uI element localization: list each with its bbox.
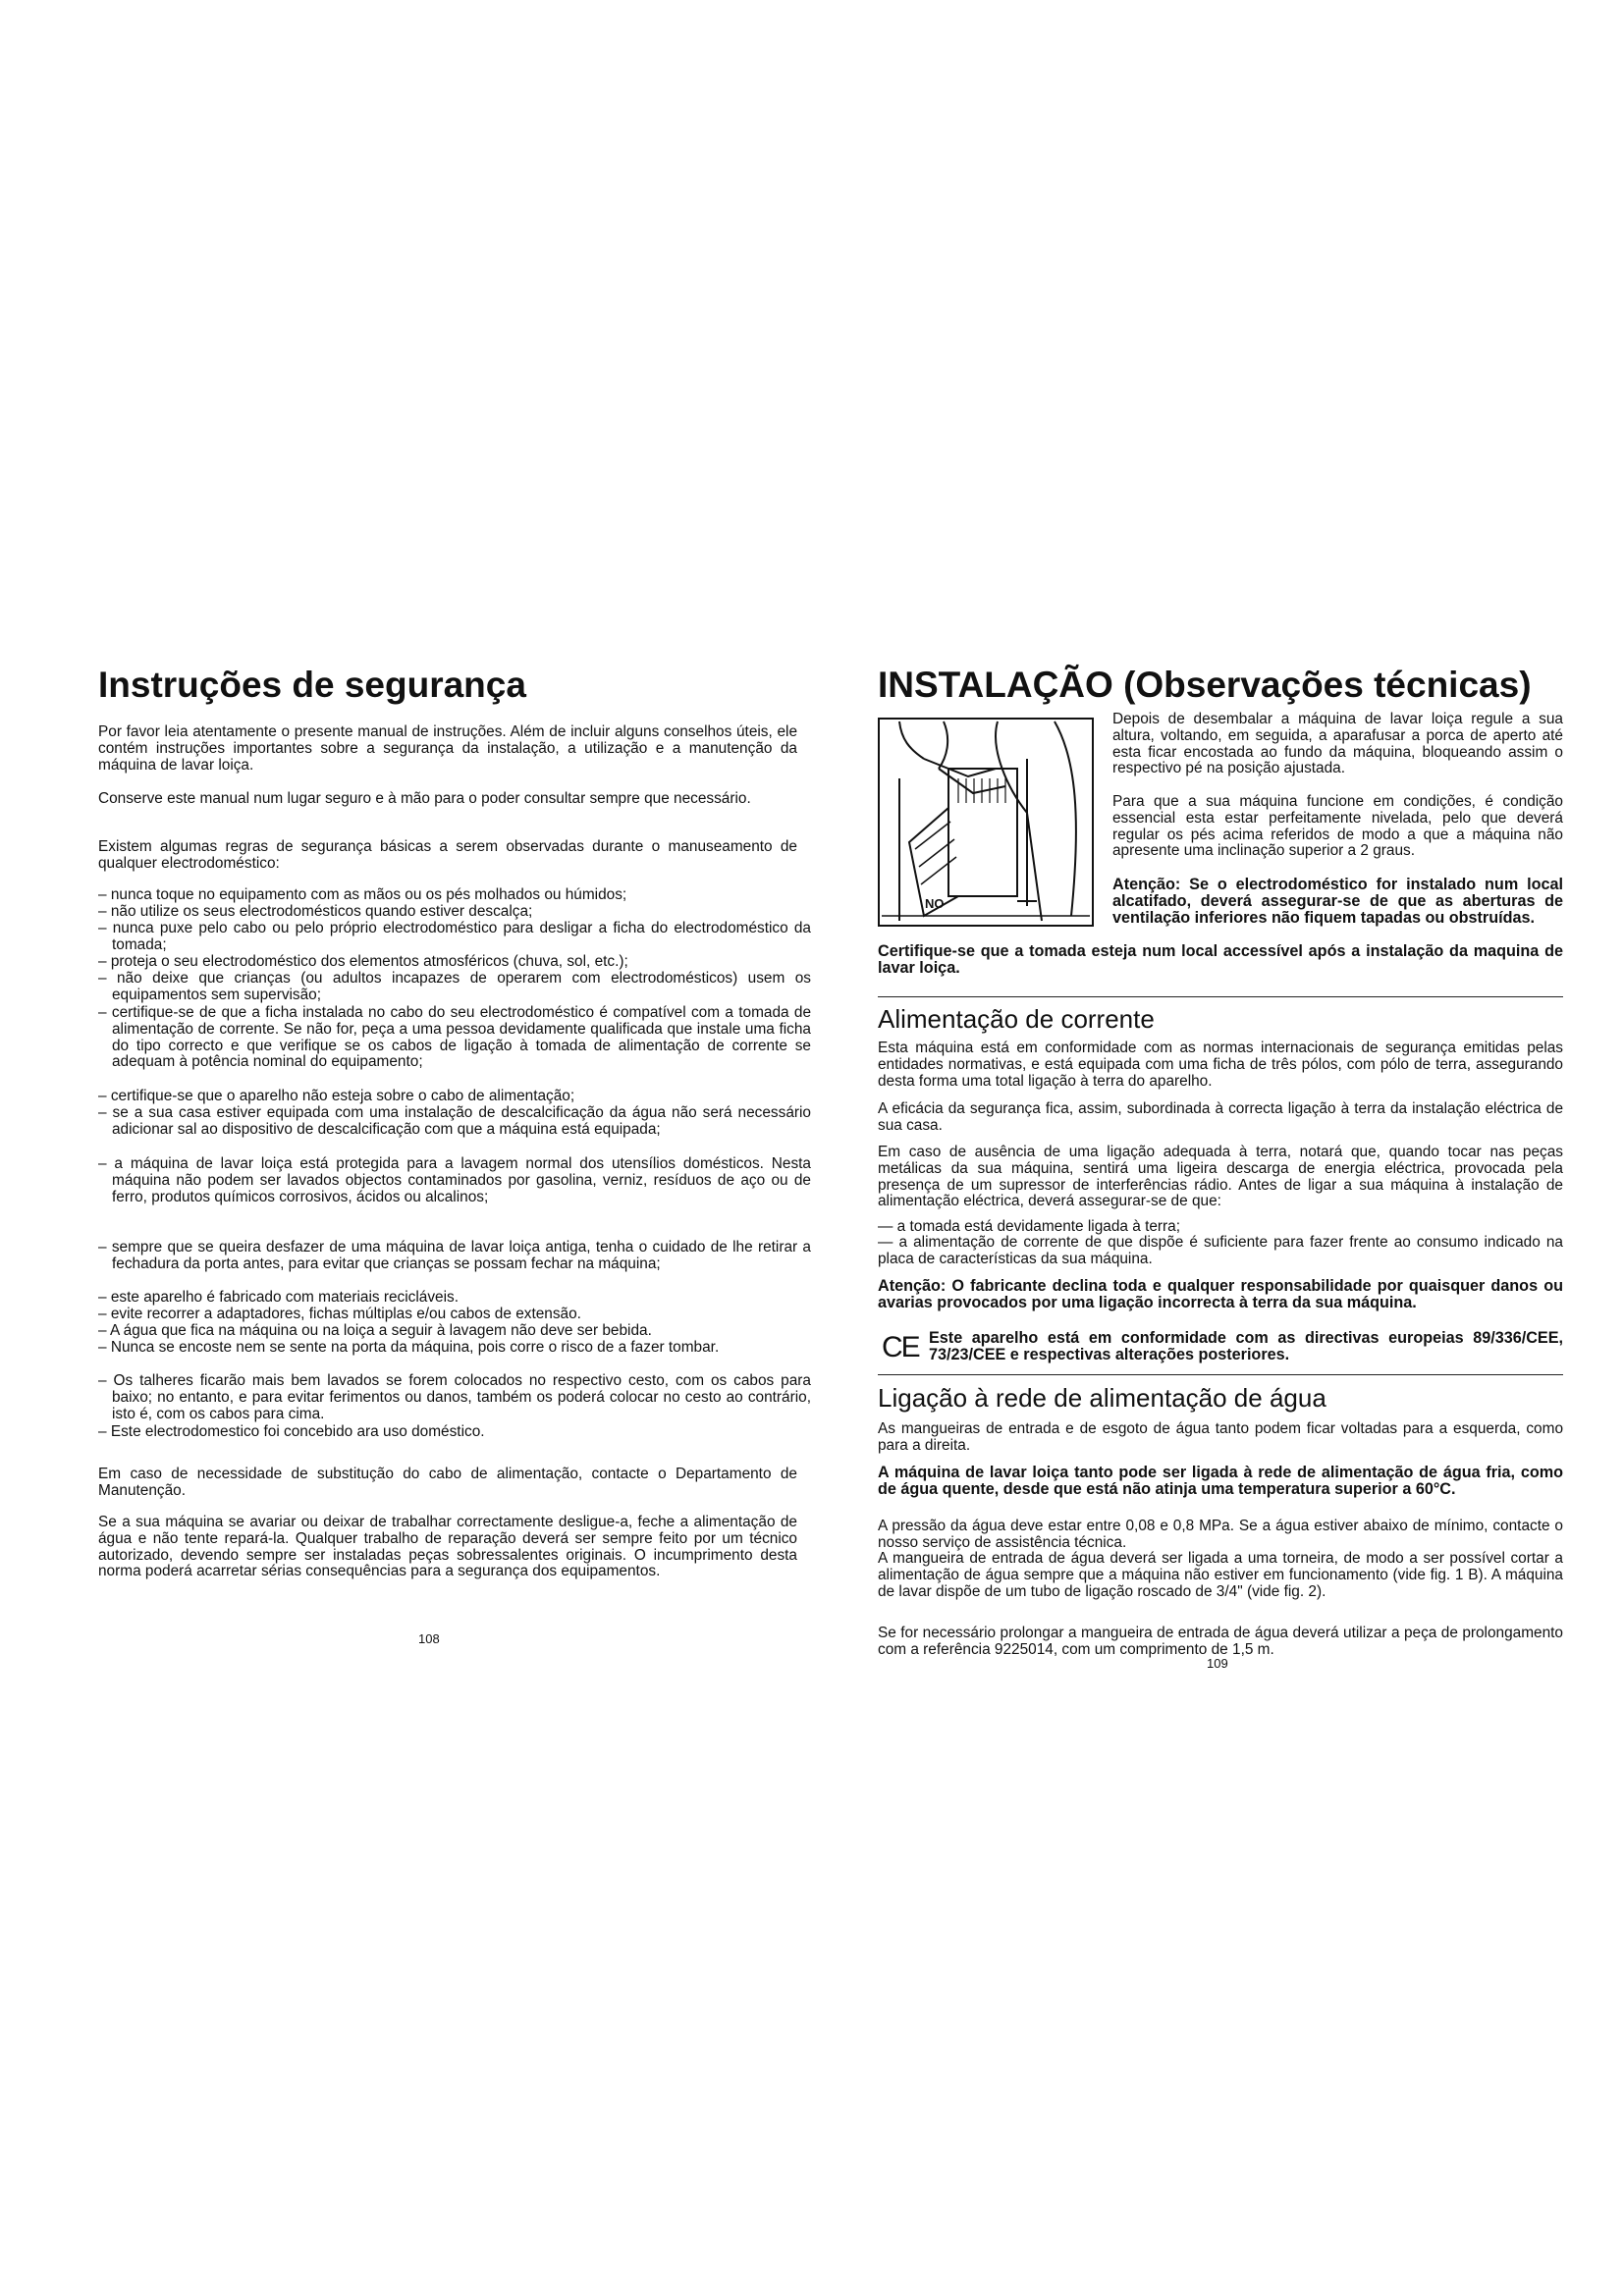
left-page-title: Instruções de segurança: [98, 665, 526, 705]
water-temperature-note: A máquina de lavar loiça tanto pode ser ligada à rede de alimentação de água fria, como de água quente, desde que está não atinja uma temperatura superior a 60°C.: [878, 1464, 1563, 1498]
keep-manual-paragraph: Conserve este manual num lugar seguro e à mão para o poder consultar sempre que necessário.: [98, 790, 751, 807]
ce-conformity-statement: Este aparelho está em conformidade com as directivas europeias 89/336/CEE, 73/23/CEE e respectivas alterações posteriores.: [929, 1329, 1563, 1363]
left-page-number: 108: [418, 1631, 440, 1646]
list-item: – Nunca se encoste nem se sente na porta da máquina, pois corre o risco de a fazer tombar.: [98, 1339, 720, 1356]
intro-paragraph: Por favor leia atentamente o presente manual de instruções. Além de incluir alguns conselhos úteis, ele contém instruções importantes sobre a segurança da instalação, a utilização e a manutenção da máquina de lavar loiça.: [98, 723, 797, 774]
power-paragraph-1: Esta máquina está em conformidade com as normas internacionais de segurança emitidas pelas entidades normativas, e está equipada com uma ficha de três pólos, com pólo de terra, assegurando desta forma uma total ligação à terra do aparelho.: [878, 1040, 1563, 1090]
power-warning: Atenção: O fabricante declina toda e qualquer responsabilidade por quaisquer danos ou avarias provocados por uma ligação incorrecta à terra da sua máquina.: [878, 1277, 1563, 1311]
list-item: – certifique-se que o aparelho não esteja sobre o cabo de alimentação;: [98, 1088, 575, 1104]
right-page-number: 109: [1207, 1656, 1228, 1671]
dishwasher-installation-illustration: [880, 720, 1092, 925]
installation-paragraph-1: Depois de desembalar a máquina de lavar loiça regule a sua altura, voltando, em seguida, a aparafusar a porca de aperto até esta ficar encostada ao fundo da máquina, bloqueando assim o respectivo pé na posição ajustada.: [1112, 711, 1563, 777]
list-item: – a máquina de lavar loiça está protegida para a lavagem normal dos utensílios domésticos. Nesta máquina não podem ser lavados objectos contaminados por gasolina, verniz, resíduos de aço ou de ferro, produtos químicos corrosivos, ácidos ou alcalinos;: [98, 1155, 811, 1205]
installation-warning: Atenção: Se o electrodoméstico for instalado num local alcatifado, deverá assegurar-se de que as aberturas de ventilação inferiores não fiquem tapadas ou obstruídas.: [1112, 876, 1563, 927]
water-paragraph-3: A mangueira de entrada de água deverá ser ligada a uma torneira, de modo a ser possível cortar a alimentação de água sempre que a máquina não estiver em funcionamento (vide fig. 1 B). A máquina de lavar dispõe de um tubo de ligação roscado de 3/4" (vide fig. 2).: [878, 1550, 1563, 1600]
list-item: – não deixe que crianças (ou adultos incapazes de operarem com electrodomésticos) usem os equipamentos sem supervisão;: [98, 970, 811, 1003]
water-paragraph-4: Se for necessário prolongar a mangueira de entrada de água deverá utilizar a peça de prolongamento com a referência 9225014, com um comprimento de 1,5 m.: [878, 1625, 1563, 1658]
cable-replacement-paragraph: Em caso de necessidade de substitução do cabo de alimentação, contacte o Departamento de Manutenção.: [98, 1466, 797, 1499]
list-item: – sempre que se queira desfazer de uma máquina de lavar loiça antiga, tenha o cuidado de lhe retirar a fechadura da porta antes, para evitar que crianças se possam fechar na máquina;: [98, 1239, 811, 1272]
list-item: – A água que fica na máquina ou na loiça a seguir à lavagem não deve ser bebida.: [98, 1322, 652, 1339]
water-supply-heading: Ligação à rede de alimentação de água: [878, 1383, 1326, 1413]
section-divider: [878, 1374, 1563, 1375]
power-paragraph-3: Em caso de ausência de uma ligação adequada à terra, notará que, quando tocar nas peças metálicas da sua máquina, sentirá uma ligeira descarga de energia eléctrica, provocada pela presença de um supressor de interferências rádio. Antes de ligar a sua máquina à instalação de alimentação eléctrica, deverá assegurar-se de que:: [878, 1144, 1563, 1210]
right-page-title: INSTALAÇÃO (Observações técnicas): [878, 665, 1532, 705]
power-requirement-1: — a tomada está devidamente ligada à terra;: [878, 1218, 1180, 1235]
power-supply-heading: Alimentação de corrente: [878, 1004, 1155, 1034]
list-item: – proteja o seu electrodoméstico dos elementos atmosféricos (chuva, sol, etc.);: [98, 953, 628, 970]
figure-label: NO: [925, 896, 945, 911]
list-item: – evite recorrer a adaptadores, fichas múltiplas e/ou cabos de extensão.: [98, 1306, 581, 1322]
list-item: – certifique-se de que a ficha instalada no cabo do seu electrodoméstico é compatível com a tomada de alimentação de corrente. Se não for, peça a uma pessoa devidamente qualificada que instale uma ficha do tipo correcto e que verifique se os cabos de ligação à tomada de alimentação de corrente se adequam à potência nominal do equipamento;: [98, 1004, 811, 1071]
malfunction-paragraph: Se a sua máquina se avariar ou deixar de trabalhar correctamente desligue-a, feche a alimentação de água e não tente repará-la. Qualquer trabalho de reparação deverá ser sempre feito por um técnico autorizado, devendo sempre ser instaladas peças sobressalentes originais. O incumprimento desta norma poderá acarretar sérias consequências para a segurança dos equipamentos.: [98, 1514, 797, 1580]
list-item: – se a sua casa estiver equipada com uma instalação de descalcificação da água não será necessário adicionar sal ao dispositivo de descalcificação com que a máquina está equipada;: [98, 1104, 811, 1138]
ce-mark-icon: CE: [882, 1331, 919, 1363]
installation-paragraph-2: Para que a sua máquina funcione em condições, é condição essencial esta estar perfeitamente nivelada, pelo que deverá regular os pés acima referidos de modo a que a máquina não apresente uma inclinação superior a 2 graus.: [1112, 793, 1563, 860]
socket-accessibility-note: Certifique-se que a tomada esteja num local accessível após a instalação da maquina de lavar loiça.: [878, 942, 1563, 977]
water-paragraph-2: A pressão da água deve estar entre 0,08 e 0,8 MPa. Se a água estiver abaixo de mínimo, contacte o nosso serviço de assistência técnica.: [878, 1518, 1563, 1551]
list-item: – nunca toque no equipamento com as mãos ou os pés molhados ou húmidos;: [98, 886, 627, 903]
water-paragraph-1: As mangueiras de entrada e de esgoto de água tanto podem ficar voltadas para a esquerda, como para a direita.: [878, 1420, 1563, 1454]
installation-figure: [878, 718, 1094, 927]
rules-intro-paragraph: Existem algumas regras de segurança básicas a serem observadas durante o manuseamento de qualquer electrodoméstico:: [98, 838, 797, 872]
list-item: – nunca puxe pelo cabo ou pelo próprio electrodoméstico para desligar a ficha do electrodoméstico da tomada;: [98, 920, 811, 953]
power-paragraph-2: A eficácia da segurança fica, assim, subordinada à correcta ligação à terra da instalação eléctrica de sua casa.: [878, 1100, 1563, 1134]
list-item: – Os talheres ficarão mais bem lavados se forem colocados no respectivo cesto, com os cabos para baixo; no entanto, e para evitar ferimentos ou danos, também os poderá colocar no cesto ao contrário, isto é, com os cabos para cima.: [98, 1372, 811, 1422]
list-item: – Este electrodomestico foi concebido ara uso doméstico.: [98, 1423, 485, 1440]
power-requirement-2: — a alimentação de corrente de que dispõe é suficiente para fazer frente ao consumo indicado na placa de características da sua máquina.: [878, 1234, 1563, 1267]
list-item: – não utilize os seus electrodomésticos quando estiver descalça;: [98, 903, 533, 920]
section-divider: [878, 996, 1563, 997]
list-item: – este aparelho é fabricado com materiais recicláveis.: [98, 1289, 459, 1306]
